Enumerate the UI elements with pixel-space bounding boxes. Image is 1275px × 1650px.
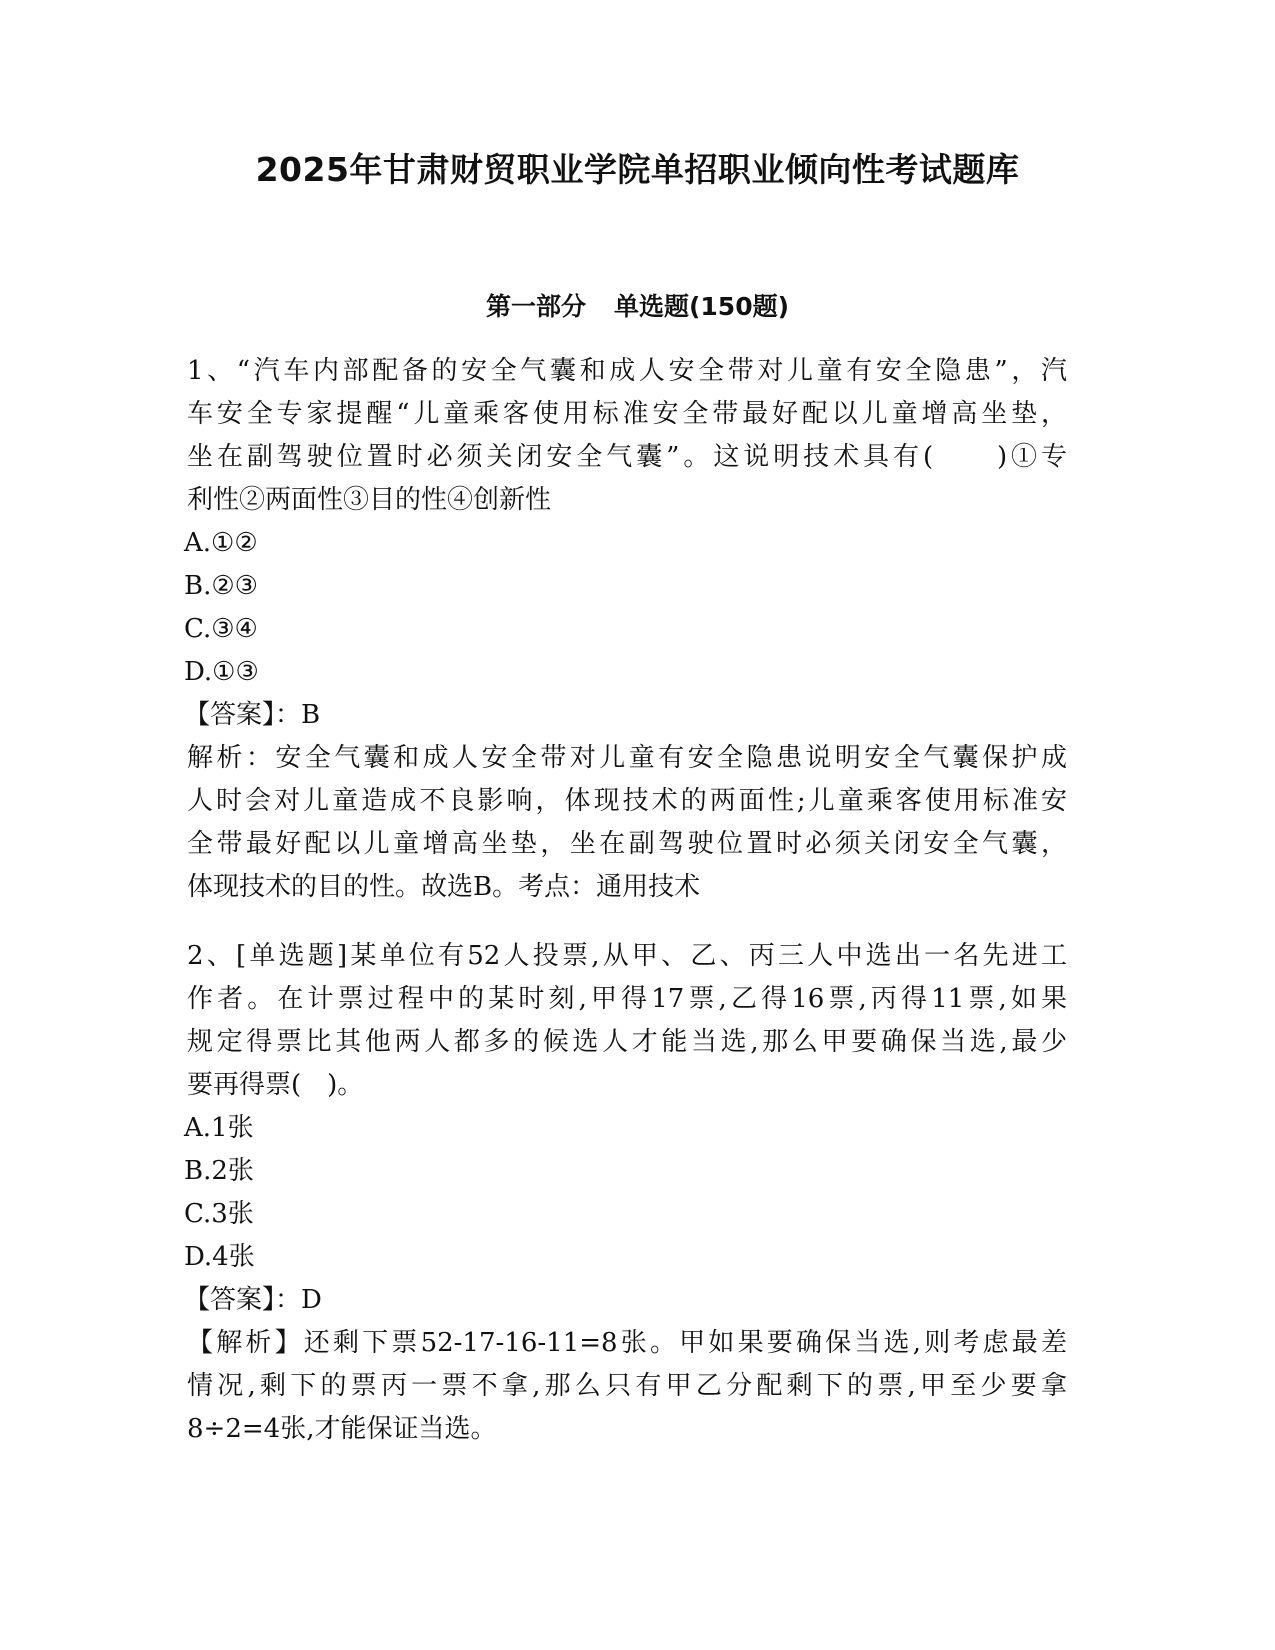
option-d: D.4张 — [184, 1242, 255, 1272]
option-c: C.3张 — [184, 1199, 254, 1229]
section-part: 第一部分 — [485, 292, 586, 321]
answer-line: 【答案】：D — [184, 1285, 322, 1315]
analysis-line: 体现技术的目的性。故选B。考点：通用技术 — [187, 872, 701, 902]
section-heading — [0, 290, 1275, 324]
question-stem-line: 1、“汽车内部配备的安全气囊和成人安全带对儿童有安全隐患”，汽 — [187, 356, 1067, 386]
question-stem-line: 利性②两面性③目的性④创新性 — [187, 485, 552, 515]
option-a: A.①② — [184, 528, 258, 558]
question-stem-line: 车安全专家提醒“儿童乘客使用标准安全带最好配以儿童增高坐垫， — [187, 399, 1067, 429]
option-b: B.2张 — [184, 1156, 254, 1186]
question-stem-line: 规定得票比其他两人都多的候选人才能当选,那么甲要确保当选,最少 — [187, 1027, 1067, 1057]
question-stem-line: 要再得票( )。 — [187, 1070, 364, 1100]
analysis-line: 8÷2=4张,才能保证当选。 — [187, 1414, 497, 1444]
analysis-line: 【解析】还剩下票52-17-16-11=8张。甲如果要确保当选,则考虑最差 — [187, 1328, 1067, 1358]
option-c: C.③④ — [184, 614, 258, 644]
question-1 — [184, 350, 1067, 909]
option-b: B.②③ — [184, 571, 258, 601]
document-title: 2025年甘肃财贸职业学院单招职业倾向性考试题库 — [255, 150, 1020, 189]
answer-line: 【答案】：B — [184, 700, 321, 730]
analysis-line: 人时会对儿童造成不良影响，体现技术的两面性;儿童乘客使用标准安 — [187, 786, 1067, 816]
analysis-line: 解析：安全气囊和成人安全带对儿童有安全隐患说明安全气囊保护成 — [187, 743, 1067, 773]
option-d: D.①③ — [184, 657, 259, 687]
section-name: 单选题(150题) — [613, 292, 790, 321]
question-stem-line: 作者。在计票过程中的某时刻,甲得17票,乙得16票,丙得11票,如果 — [187, 984, 1067, 1014]
analysis-line: 情况,剩下的票丙一票不拿,那么只有甲乙分配剩下的票,甲至少要拿 — [187, 1371, 1067, 1401]
option-a: A.1张 — [184, 1113, 254, 1143]
question-stem-line: 坐在副驾驶位置时必须关闭安全气囊”。这说明技术具有( )①专 — [187, 442, 1067, 472]
question-2 — [184, 935, 1067, 1451]
analysis-line: 全带最好配以儿童增高坐垫，坐在副驾驶位置时必须关闭安全气囊， — [187, 829, 1067, 859]
question-stem-line: 2、[单选题]某单位有52人投票,从甲、乙、丙三人中选出一名先进工 — [187, 941, 1067, 971]
